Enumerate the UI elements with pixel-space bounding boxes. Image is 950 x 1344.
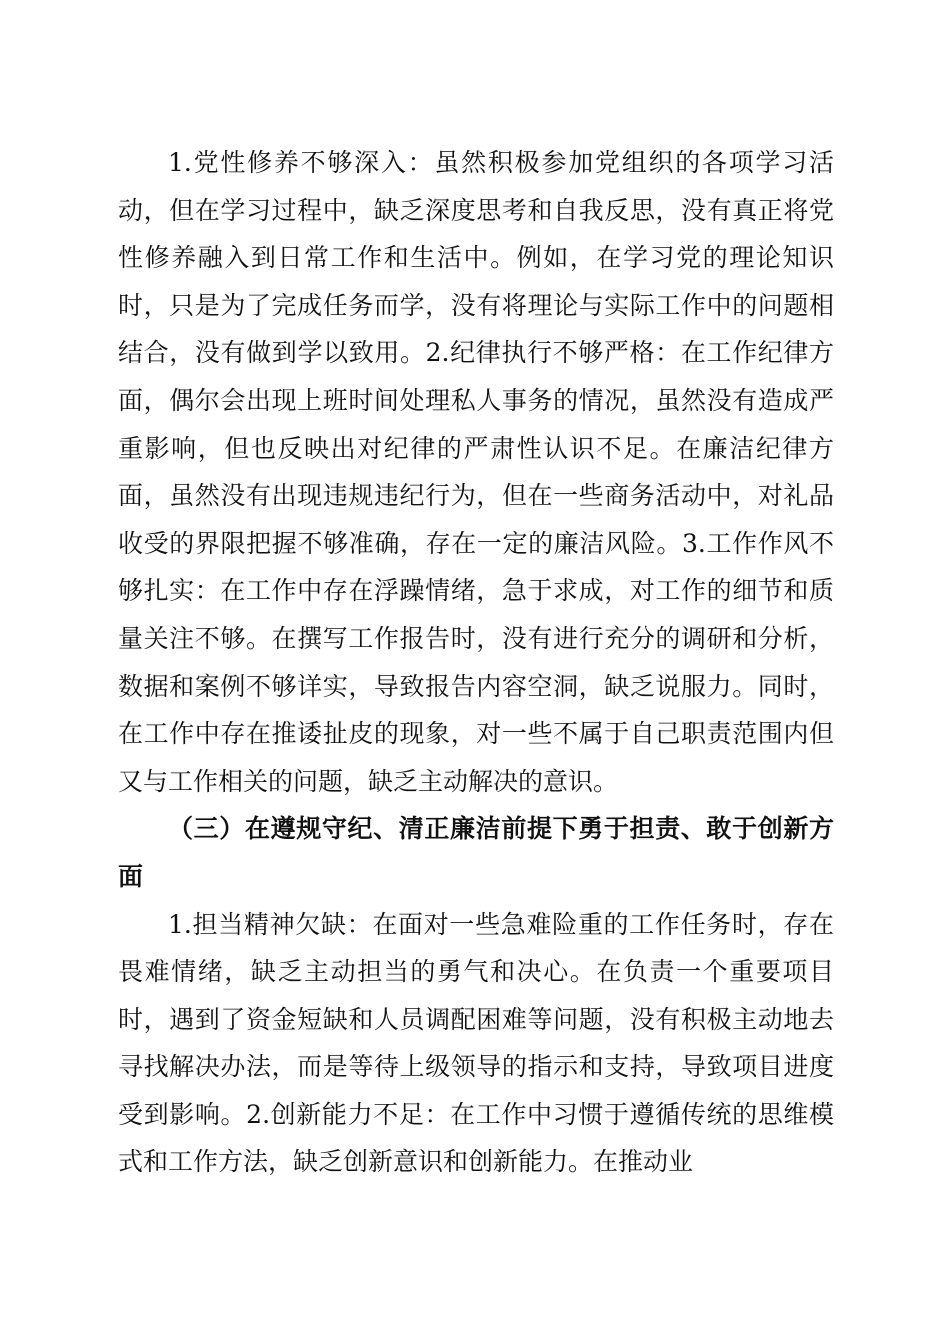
document-body [118,139,834,1186]
paragraph-discipline-issues: 1.党性修养不够深入：虽然积极参加党组织的各项学习活动，但在学习过程中，缺乏深度思考和自我反思，没有真正将党性修养融入到日常工作和生活中。例如，在学习党的理论知识时，只是为了完成任务而学，没有将理论与实际工作中的问题相结合，没有做到学以致用。2.纪律执行不够严格：在工作纪律方面，偶尔会出现上班时间处理私人事务的情况，虽然没有造成严重影响，但也反映出对纪律的严肃性认识不足。在廉洁纪律方面，虽然没有出现违规违纪行为，但在一些商务活动中，对礼品收受的界限把握不够准确，存在一定的廉洁风险。3.工作作风不够扎实：在工作中存在浮躁情绪，急于求成，对工作的细节和质量关注不够。在撰写工作报告时，没有进行充分的调研和分析，数据和案例不够详实，导致报告内容空洞，缺乏说服力。同时，在工作中存在推诿扯皮的现象，对一些不属于自己职责范围内但又与工作相关的问题，缺乏主动解决的意识。 [118,148,834,796]
paragraph-responsibility-innovation: 1.担当精神欠缺：在面对一些急难险重的工作任务时，存在畏难情绪，缺乏主动担当的勇气和决心。在负责一个重要项目时，遇到了资金短缺和人员调配困难等问题，没有积极主动地去寻找解决办法，而是等待上级领导的指示和支持，导致项目进度受到影响。2.创新能力不足：在工作中习惯于遵循传统的思维模式和工作方法，缺乏创新意识和创新能力。在推动业 [118,909,834,1177]
section-heading-three: （三）在遵规守纪、清正廉洁前提下勇于担责、敢于创新方面 [118,814,834,891]
